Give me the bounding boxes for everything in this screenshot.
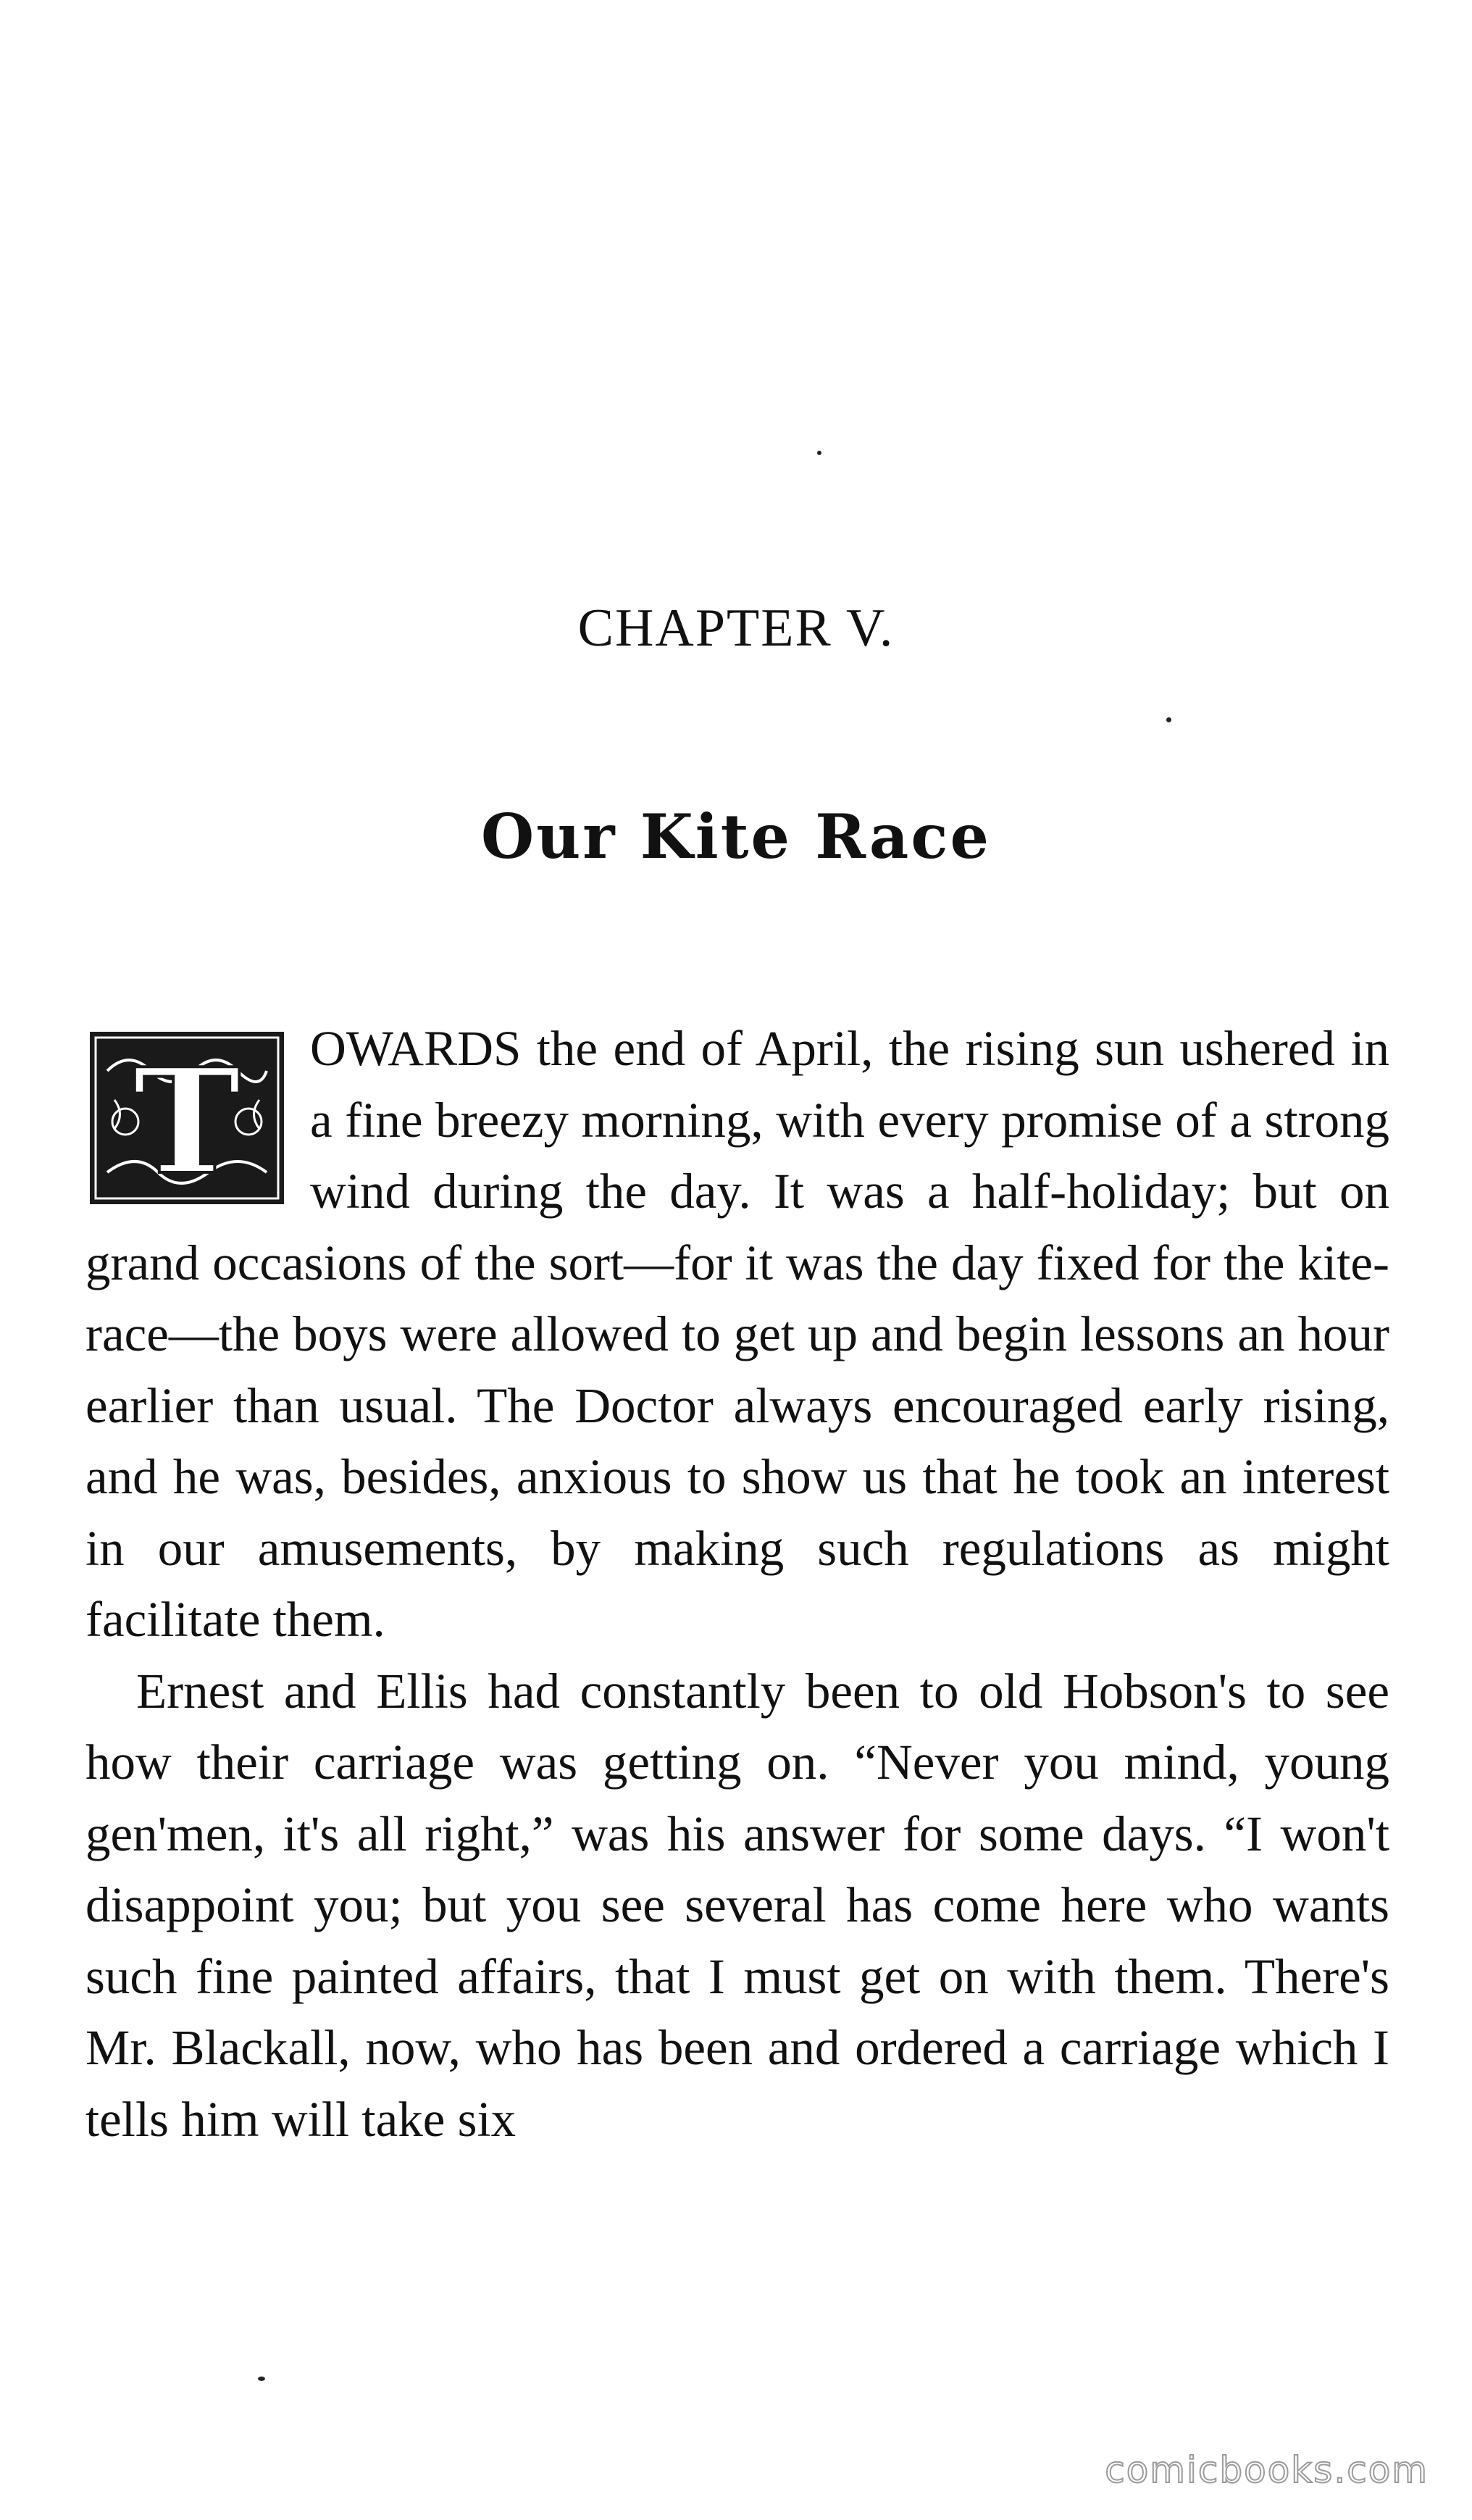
paragraph-1 xyxy=(85,1013,1389,1656)
chapter-title: Our Kite Race xyxy=(481,801,991,872)
drop-cap-ornament-icon xyxy=(85,1027,288,1209)
speck xyxy=(258,2377,265,2381)
body-text xyxy=(85,1013,1389,2155)
watermark: comicbooks.com xyxy=(1105,2449,1429,2491)
ornamental-drop-cap xyxy=(85,1027,288,1209)
paragraph-1-text: OWARDS the end of April, the rising sun ushered in a fine breezy morning, with every promise of a strong wind during the day. It was a half-holiday; but on grand occasions of the sort—for it was the day fixed for the kite-race—the boys were allowed to get up and begin lessons an hour earlier than usual. The Doctor always encouraged early rising, and he was, besides, anxious to show us that he took an interest in our amusements, by making such regulations as might facilitate them. xyxy=(85,1021,1389,1647)
chapter-heading: CHAPTER V. xyxy=(577,598,895,658)
paragraph-2: Ernest and Ellis had constantly been to old Hobson's to see how their carriage was getting on. “Never you mind, young gen'men, it's all right,” was his answer for some days. “I won't disappoint you; but you see several has come here who wants such fine painted affairs, that I must get on with them. There's Mr. Blackall, now, who has been and ordered a carriage which I tells him will take six xyxy=(85,1663,1389,2147)
speck xyxy=(817,451,821,455)
svg-text:T: T xyxy=(133,1037,241,1207)
speck xyxy=(1166,717,1171,722)
